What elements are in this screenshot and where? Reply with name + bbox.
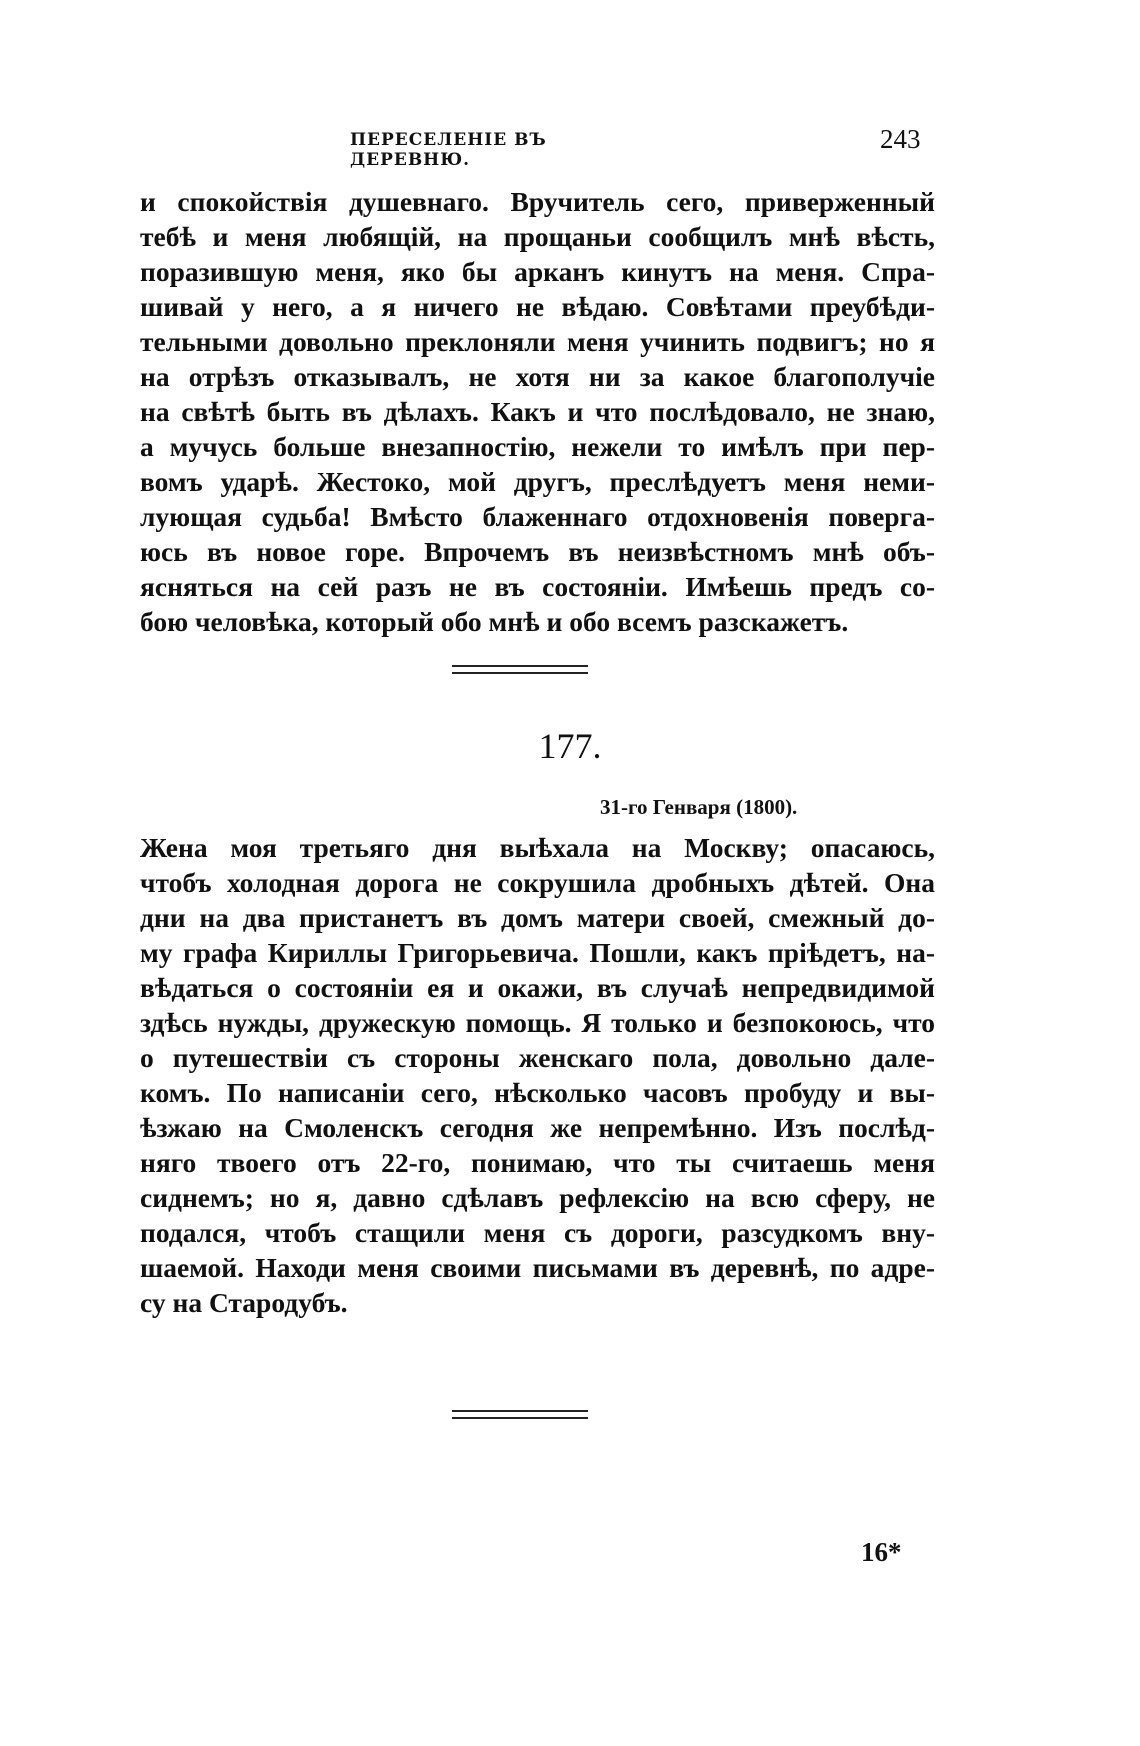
text-line: су на Стародубъ. [140, 1287, 348, 1318]
text-line: Жена моя третьяго дня выѣхала на Москву; опасаюсь, [140, 832, 935, 863]
letter-date: 31-го Генваря (1800). [600, 795, 798, 819]
section-divider [452, 665, 588, 674]
text-line: лующая судьба! Вмѣсто блаженнаго отдохновенія поверга- [140, 501, 935, 532]
text-line: сиднемъ; но я, давно сдѣлавъ рефлексію на всю сферу, не [140, 1182, 935, 1213]
text-line: здѣсь нужды, дружескую помощь. Я только и безпокоюсь, что [140, 1007, 935, 1038]
letter-number: 177. [538, 726, 602, 766]
text-line: а мучусь больше внезапностію, нежели то имѣлъ при пер- [140, 431, 935, 462]
text-line: подался, чтобъ стащили меня съ дороги, разсудкомъ вну- [140, 1217, 935, 1248]
text-line: ѣзжаю на Смоленскъ сегодня же непремѣнно. Изъ послѣд- [140, 1112, 935, 1143]
text-line: комъ. По написаніи сего, нѣсколько часовъ пробуду и вы- [140, 1077, 935, 1108]
text-line: на свѣтѣ быть въ дѣлахъ. Какъ и что послѣдовало, не знаю, [140, 396, 935, 427]
text-line: о путешествіи съ стороны женскаго пола, довольно дале- [140, 1042, 935, 1073]
text-line: поразившую меня, яко бы арканъ кинутъ на меня. Спра- [140, 256, 935, 287]
text-line: бою человѣка, который обо мнѣ и обо всемъ разскажетъ. [140, 606, 849, 637]
letter-text [140, 830, 935, 1320]
section-divider [452, 1410, 588, 1419]
text-line: ясняться на сей разъ не въ состояніи. Имѣешь предъ со- [140, 571, 935, 602]
running-title: ПЕРЕСЕЛЕНІЕ ВЪ ДЕРЕВНЮ. [350, 130, 547, 170]
text-line: дни на два пристанетъ въ домъ матери своей, смежный до- [140, 902, 935, 933]
page-number: 243 [880, 124, 921, 154]
signature-mark: 16* [861, 1537, 902, 1567]
text-line: му графа Кириллы Григорьевича. Пошли, какъ пріѣдетъ, на- [140, 937, 935, 968]
text-line: шивай у него, а я ничего не вѣдаю. Совѣтами преубѣди- [140, 291, 935, 322]
text-line: няго твоего отъ 22-го, понимаю, что ты считаешь меня [140, 1147, 935, 1178]
previous-letter-text [140, 184, 935, 639]
text-line: юсь въ новое горе. Впрочемъ въ неизвѣстномъ мнѣ объ- [140, 536, 935, 567]
text-line: и спокойствія душевнаго. Вручитель сего, приверженный [140, 186, 935, 217]
text-line: тельными довольно преклоняли меня учинить подвигъ; но я [140, 326, 935, 357]
text-line: вомъ ударѣ. Жестоко, мой другъ, преслѣдуетъ меня неми- [140, 466, 935, 497]
text-line: на отрѣзъ отказывалъ, не хотя ни за какое благополучіе [140, 361, 935, 392]
text-line: тебѣ и меня любящій, на прощаньи сообщилъ мнѣ вѣсть, [140, 221, 935, 252]
text-line: чтобъ холодная дорога не сокрушила дробныхъ дѣтей. Она [140, 867, 935, 898]
text-line: вѣдаться о состояніи ея и окажи, въ случаѣ непредвидимой [140, 972, 935, 1003]
text-line: шаемой. Находи меня своими письмами въ деревнѣ, по адре- [140, 1252, 935, 1283]
